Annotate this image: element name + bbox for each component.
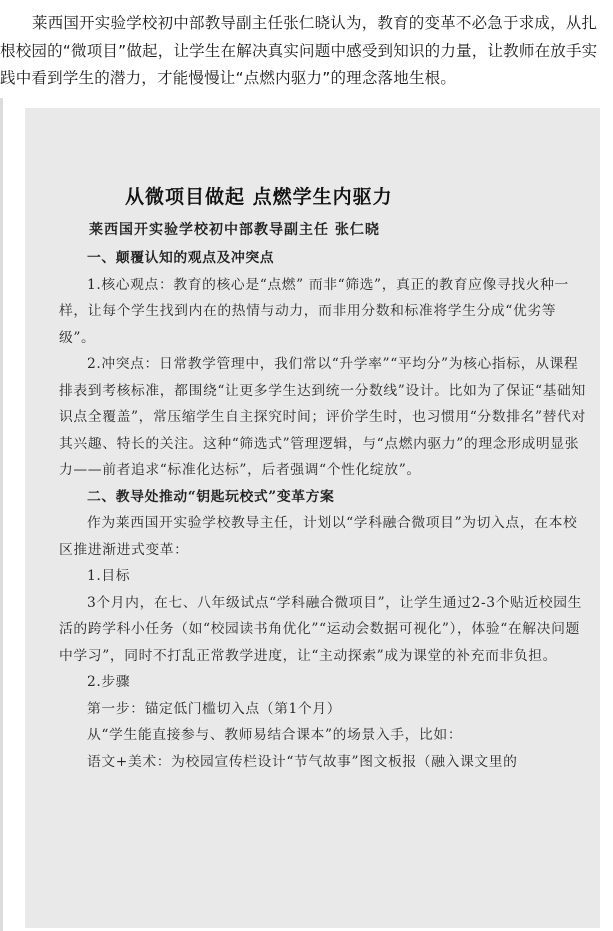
- step1-heading: 第一步：锚定低门槛切入点（第1个月）: [87, 700, 342, 717]
- document-page: [59, 182, 587, 775]
- paragraph-core-view: 1.核心观点：教育的核心是“点燃” 而非“筛选”，真正的教育应像寻找火种一样，让每个学生找到内在的热情与动力，而非用分数和标准将学生分成“优劣等级”。: [59, 276, 569, 346]
- document-author: 莱西国开实验学校初中部教导副主任 张仁晓: [89, 222, 380, 238]
- steps-heading: 2.步骤: [87, 674, 131, 690]
- section-heading-2: 二、教导处推动“钥匙玩校式”变革方案: [87, 488, 335, 505]
- intro-paragraph: 莱西国开实验学校初中部教导副主任张仁晓认为，教育的变革不必急于求成，从扎根校园的“微项目”做起，让学生在解决真实问题中感受到知识的力量，让教师在放手实践中看到学生的潜力，才能慢慢让“点燃内驱力”的理念落地生根。: [0, 14, 598, 87]
- section-heading-1: 一、颠覆认知的观点及冲突点: [87, 250, 275, 266]
- intro-section: [0, 10, 612, 93]
- paragraph-example: 语文+美术：为校园宣传栏设计“节气故事”图文板报（融入课文里的: [87, 753, 518, 770]
- paragraph-conflict: 2.冲突点：日常教学管理中，我们常以“升学率”“平均分”为核心指标，从课程排表到考核标准，都围绕“让更多学生达到统一分数线”设计。比如为了保证“基础知识点全覆盖”，常压缩学生自主探究时间；评价学生时，也习惯用“分数排名”替代对其兴趣、特长的关注。这种“筛选式”管理逻辑，与“点燃内驱力”的理念形成明显张力——前者追求“标准化达标”，后者强调“个性化绽放”。: [59, 356, 586, 478]
- document-title: 从微项目做起 点燃学生内驱力: [125, 186, 393, 208]
- paragraph-plan: 作为莱西国开实验学校教导主任，计划以“学科融合微项目”为切入点，在本校区推进渐进式变革：: [59, 515, 578, 558]
- goal-heading: 1.目标: [87, 568, 131, 584]
- document-body: [59, 245, 587, 775]
- paragraph-goal: 3个月内，在七、八年级试点“学科融合微项目”，让学生通过2-3个贴近校园生活的跨学科小任务（如“校园读书角优化”“运动会数据可视化”），体验“在解决问题中学习”，同时不打乱正常教学进度，让“主动探索”成为课堂的补充而非负担。: [59, 594, 583, 664]
- quote-left-border: [0, 98, 3, 931]
- document-image: [25, 108, 600, 928]
- paragraph-step1: 从“学生能直接参与、教师易结合课本”的场景入手，比如：: [87, 727, 463, 743]
